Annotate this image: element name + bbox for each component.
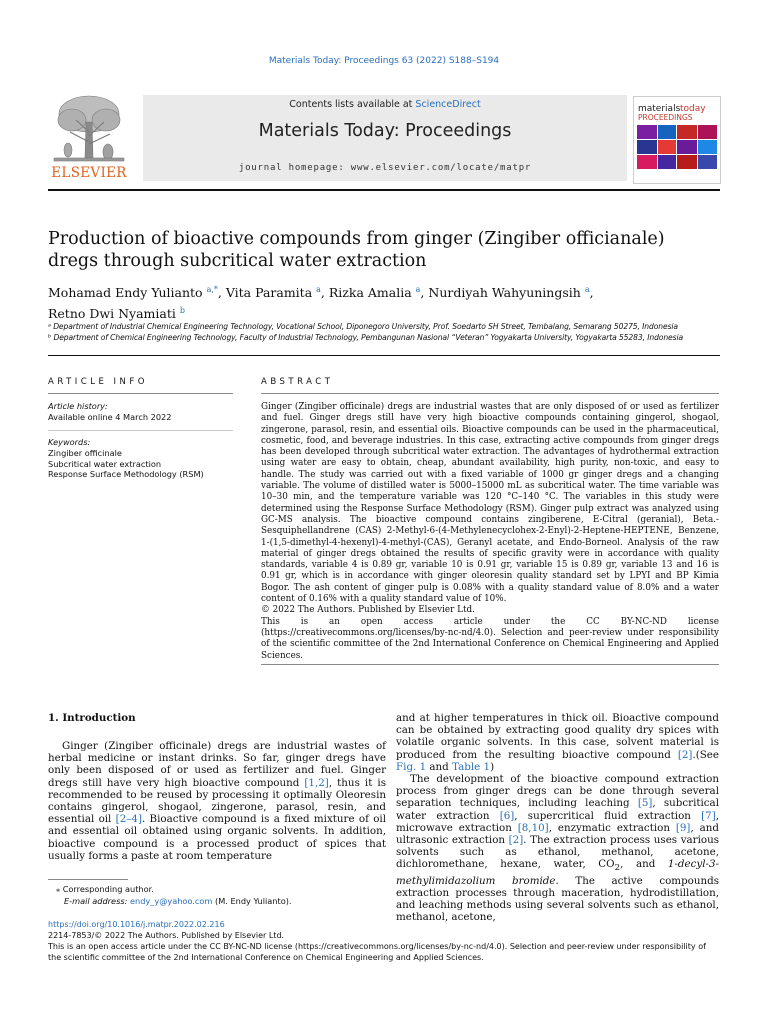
title-line-2: dregs through subcritical water extraction — [48, 251, 427, 271]
author-1[interactable]: Mohamad Endy Yulianto $^{a,*}$ — [48, 285, 218, 301]
cover-sub: PROCEEDINGS — [638, 113, 693, 122]
citation-link[interactable]: [6] — [499, 809, 515, 822]
abstract-rule — [261, 393, 719, 394]
sciencedirect-link[interactable]: ScienceDirect — [415, 99, 481, 110]
contents-line — [143, 99, 627, 110]
title-line-1: Production of bioactive compounds from ginger (Zingiber officianale) — [48, 229, 665, 249]
section-heading-introduction: 1. Introduction — [48, 712, 136, 724]
cover-brand: materials — [638, 104, 681, 114]
affiliation-rule — [48, 355, 720, 356]
journal-homepage[interactable]: journal homepage: www.elsevier.com/locate/matpr — [238, 163, 532, 173]
elsevier-wordmark: ELSEVIER — [51, 165, 127, 181]
abstract-heading: ABSTRACT — [261, 377, 334, 387]
body-column-right — [396, 712, 719, 924]
citation-link[interactable]: [2] — [508, 834, 524, 847]
intro-paragraph-continued: and at higher temperatures in thick oil. Bioactive compound can be obtained by extracting good quality dry spices with volatile organic solvents. In this case, solvent material is produced from the resulting bioactive compound [2].(See Fig. 1 and Table 1) — [396, 712, 719, 773]
citation-link[interactable]: [8,10] — [517, 821, 549, 834]
abstract-bottom-rule — [261, 664, 719, 665]
author-list: Mohamad Endy Yulianto $^{a,*}$, Vita Paramita $^a$, Rizka Amalia $^a$, Nurdiyah Wahyuningsih $^a$, Retno Dwi Nyamiati $^b$ — [48, 285, 594, 322]
citation-link[interactable]: [1,2] — [304, 776, 329, 789]
figure-link[interactable]: Fig. 1 — [396, 760, 427, 773]
affiliation-b: ᵇ Department of Chemical Engineering Technology, Faculty of Industrial Technology, Pembangunan Nasional “Veteran” Yogyakarta University, Yogyakarta 55283, Indonesia — [48, 333, 684, 342]
contents-prefix: Contents lists available at — [289, 99, 416, 110]
citation-link[interactable]: [9] — [675, 821, 691, 834]
citation-link[interactable]: [2] — [677, 748, 693, 761]
author-4[interactable]: Nurdiyah Wahyuningsih $^a$ — [428, 285, 590, 301]
affiliation-a: ᵃ Department of Industrial Chemical Engineering Technology, Vocational School, Diponegoro University, Prof. Soedarto SH Street, Tembalang, Semarang 50275, Indonesia — [48, 322, 678, 331]
corresponding-author-note: ⁎ Corresponding author. — [56, 884, 154, 894]
journal-citation[interactable]: Materials Today: Proceedings 63 (2022) S188–S194 — [268, 56, 500, 66]
author-5[interactable]: Retno Dwi Nyamiati $^b$ — [48, 306, 185, 322]
article-title — [48, 228, 688, 272]
article-info-heading: ARTICLE INFO — [48, 377, 148, 387]
journal-cover-image[interactable] — [633, 96, 721, 184]
citation-link[interactable]: [2–4] — [115, 813, 142, 826]
abstract-license: This is an open access article under the CC BY-NC-ND license (https://creativecommons.org/licenses/by-nc-nd/4.0). Selection and peer-review under responsibility of the scientific committee of the 2nd International Conference on Chemical Engineering and Applied Sciences. — [261, 616, 719, 661]
journal-title: Materials Today: Proceedings — [258, 121, 512, 141]
footer-license: This is an open access article under the CC BY-NC-ND license (https://creativecommons.org/licenses/by-nc-nd/4.0). Selection and peer-review under responsibility of the scientific committee of the 2nd International Conference on Chemical Engineering and Applied Sciences. — [48, 942, 706, 962]
history-value: Available online 4 March 2022 — [48, 411, 172, 422]
keywords-block — [48, 437, 233, 480]
citation-link[interactable]: [5] — [637, 797, 653, 810]
abstract-text — [261, 402, 719, 662]
abstract-body: Ginger (Zingiber officinale) dregs are industrial wastes that are only disposed of or used as fertilizer and fuel. Ginger dregs still have very high bioactive compounds containing gingerol, shogaol, zingerone, parasol, resin, and essential oils. Bioactive compounds can be used in the pharmaceutical, cosmetic, food, and beverage industries. In this case, extracting active compounds from ginger dregs has been developed through subcritical water extraction. The advantages of hydrothermal extraction using water are easy to obtain, cheap, abundant availability, high purity, non-toxic, and easy to handle. The study was carried out with a fixed variable of 1000 gr ginger dregs and a changing variable. The volume of distilled water is 5000–15000 mL as subcritical water. The time variable was 10–30 min, and the temperature variable was 120 °C–140 °C. The variables in this study were determined using the Response Surface Methodology (RSM). Ginger pulp extract was analyzed using GC-MS analysis. The bioactive compound contains zingiberene, E-Citral (geranial), Beta.-Sesquiphellandrene (CAS) 2-Methyl-6-(4-Methylenecyclohex-2-Enyl)-2-Heptene-HEPTENE, Benzene, 1-(1,5-dimethyl-4-hexenyl)-4-methyl-(CAS), Geranyl acetate, and Endo-Borneol. Analysis of the raw material of ginger dregs obtained the results of specific gravity were in accordance with quality standards, variable 4 is 0.89 gr, variable 10 is 0.91 gr, variable 15 is 0.89 gr, variable 13 and 16 is 0.91 gr, which is in accordance with ginger oleoresin quality standard set by LPYI and BP Kimia Bogor. The ash content of ginger pulp is 0.08% with a quality standard value of 8.0% and a water content of 0.16% with a quality standard value of 10%. — [261, 402, 719, 605]
issn-line: 2214-7853/© 2022 The Authors. Published by Elsevier Ltd. — [48, 931, 285, 940]
header-rule — [48, 189, 720, 191]
table-link[interactable]: Table 1 — [452, 760, 491, 773]
citation-link[interactable]: [7] — [701, 809, 716, 822]
cover-brand-today: today — [680, 104, 706, 114]
keyword-item: Subcritical water extraction — [48, 458, 162, 469]
keyword-item: Response Surface Methodology (RSM) — [48, 469, 204, 480]
history-rule — [48, 430, 233, 431]
keyword-item: Zingiber officinale — [48, 447, 122, 458]
doi-link[interactable]: https://doi.org/10.1016/j.matpr.2022.02.216 — [48, 920, 225, 929]
article-history — [48, 401, 233, 423]
intro-paragraph-2: The development of the bioactive compound extraction process from ginger dregs can be done through several separation techniques, including leaching [5], subcritical water extraction [6], supercritical fluid extraction [7], microwave extraction [8,10], enzymatic extraction [9], and ultrasonic extraction [2]. The extraction process uses various solvents such as ethanol, methanol, acetone, dichloromethane, hexane, water, $CO_2$, and 1-decyl-3-methylimidazolium bromide. The active compounds extraction processes through maceration, hydrodistillation, and leaching methods using several solvents such as ethanol, methanol, acetone, — [396, 773, 720, 924]
footnote-rule — [48, 879, 128, 880]
email-link[interactable]: endy_y@yahoo.com — [129, 896, 213, 906]
author-3[interactable]: Rizka Amalia $^a$ — [328, 285, 421, 301]
email-note: E-mail address: endy_y@yahoo.com (M. Endy Yulianto). — [64, 896, 292, 906]
intro-paragraph-1: Ginger (Zingiber officinale) dregs are industrial wastes of herbal medicine or instant drinks. So far, ginger dregs have only been disposed of or used as fertilizer and fuel. Ginger dregs still have very high bioactive compound [1,2], thus it is recommended to be reused by processing it optimally Oleoresin contains gingerol, shogaol, zingerone, parasol, resin, and essential oil [2–4]. Bioactive compound is a fixed mixture of oil and essential oil obtained using organic solvents. In addition, bioactive compound is a processed product of spices that usually forms a paste at room temperature — [48, 740, 386, 862]
article-info-rule — [48, 393, 233, 394]
history-label: Article history: — [48, 401, 108, 411]
body-column-left — [48, 740, 386, 862]
keywords-label: Keywords: — [48, 437, 91, 447]
abstract-copyright: © 2022 The Authors. Published by Elsevier Ltd. — [261, 605, 475, 616]
author-2[interactable]: Vita Paramita $^a$ — [225, 285, 321, 301]
